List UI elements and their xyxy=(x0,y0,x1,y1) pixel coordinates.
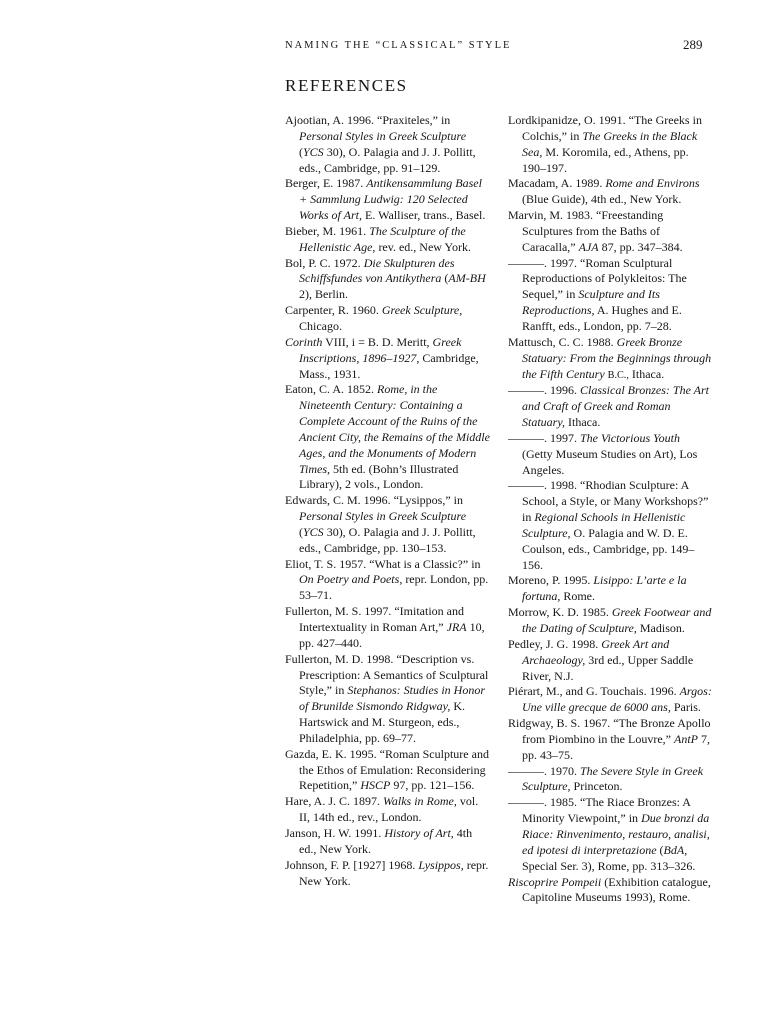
reference-text: Bol, P. C. 1972. xyxy=(285,255,364,270)
reference-text: Madison. xyxy=(636,621,685,635)
reference-text: Johnson, F. P. [1927] 1968. xyxy=(285,857,419,872)
reference-italic-text: Antikensammlung Basel + Sammlung Ludwig: 120 Selected Works of Art, xyxy=(299,176,482,223)
reference-entry xyxy=(285,224,490,256)
reference-text: (Exhibition catalogue, Capitoline Museums 1993), Rome. xyxy=(522,874,711,905)
reference-text: Ridgway, B. S. 1967. “The Bronze Apollo from Piombino in the Louvre,” xyxy=(508,716,711,746)
reference-text: VIII, i = B. D. Meritt, xyxy=(322,334,433,349)
reference-text: ———. 1970. xyxy=(508,763,580,778)
reference-text: 3rd ed., Upper Saddle River, N.J. xyxy=(522,652,694,683)
reference-entry xyxy=(508,113,713,176)
reference-italic-text: AM-BH xyxy=(448,271,486,286)
reference-text: 97, pp. 121–156. xyxy=(390,778,475,793)
reference-text: 10, pp. 427–440. xyxy=(299,620,485,650)
reference-italic-text: Greek Footwear and the Dating of Sculpture, xyxy=(522,605,712,635)
reference-entry xyxy=(508,431,713,479)
reference-italic-text: JRA xyxy=(446,620,467,634)
reference-text: ———. 1996. xyxy=(508,383,580,398)
reference-text: Princeton. xyxy=(570,779,623,794)
reference-text: Edwards, C. M. 1996. “Lysippos,” in xyxy=(285,493,463,508)
reference-text: Eaton, C. A. 1852. xyxy=(285,382,377,397)
reference-text: Morrow, K. D. 1985. xyxy=(508,605,612,620)
reference-italic-text: The Sculpture of the Hellenistic Age, xyxy=(299,223,466,254)
reference-entry xyxy=(285,747,490,795)
reference-text: ( xyxy=(299,144,303,159)
reference-text: 30), O. Palagia and J. J. Pollitt, eds., Cambridge, pp. 91–129. xyxy=(299,144,476,175)
reference-text: ———. 1985. “The Riace Bronzes: A Minority Viewpoint,” in xyxy=(508,795,691,826)
reference-italic-text: Greek Sculpture, xyxy=(381,303,463,318)
page-number: 289 xyxy=(683,37,703,52)
reference-entry xyxy=(285,557,490,605)
reference-text: Special Ser. 3), Rome, pp. 313–326. xyxy=(522,858,696,873)
reference-entry xyxy=(285,858,490,890)
references-left-column xyxy=(285,113,490,889)
reference-italic-text: Stephanos: Studies in Honor of Brunilde Sismondo Ridgway, xyxy=(299,683,485,714)
reference-text: Ajootian, A. 1996. “Praxiteles,” in xyxy=(285,113,451,127)
reference-entry xyxy=(508,335,713,384)
reference-entry xyxy=(508,256,713,335)
reference-text: ———. 1997. “Roman Sculptural Reproductions of Polykleitos: The Sequel,” in xyxy=(508,255,687,302)
reference-italic-text: Classical Bronzes: The Art and Craft of Greek and Roman Statuary, xyxy=(522,383,710,430)
section-title: REFERENCES xyxy=(285,76,408,95)
reference-text: (Getty Museum Studies on Art), Los Angeles. xyxy=(522,446,698,477)
reference-text: ( xyxy=(441,271,449,286)
reference-entry xyxy=(285,303,490,335)
reference-italic-text: The Greeks in the Black Sea, xyxy=(522,128,698,159)
reference-text: ———. 1997. xyxy=(508,430,580,445)
reference-text: Cambridge, Mass., 1931. xyxy=(299,350,479,381)
reference-italic-text: Regional Schools in Hellenistic Sculpture, xyxy=(522,510,686,540)
reference-text: vol. II, 14th ed., rev., London. xyxy=(299,794,479,825)
reference-italic-text: Lisippo: L’arte e la fortuna, xyxy=(522,573,687,604)
reference-italic-text: Rome and Environs xyxy=(605,176,700,191)
reference-italic-text: History of Art, xyxy=(384,825,454,840)
reference-entry xyxy=(508,208,713,256)
reference-text: Bieber, M. 1961. xyxy=(285,223,370,238)
reference-text: Piérart, M., and G. Touchais. 1996. xyxy=(508,684,680,699)
reference-entry xyxy=(285,335,490,383)
reference-italic-text: HSCP xyxy=(360,778,391,793)
reference-italic-text: Die Skulpturen des Schiffsfundes von Antikythera xyxy=(299,255,455,286)
reference-entry xyxy=(508,176,713,208)
reference-italic-text: YCS xyxy=(303,524,324,539)
reference-text: 87, pp. 347–384. xyxy=(598,239,683,254)
reference-text: 30), O. Palagia and J. J. Pollitt, eds., Cambridge, pp. 130–153. xyxy=(299,524,476,555)
reference-text: Moreno, P. 1995. xyxy=(508,573,594,588)
reference-italic-text: Argos: Une ville grecque de 6000 ans, xyxy=(522,684,712,715)
reference-italic-text: Personal Styles in Greek Sculpture xyxy=(299,509,467,524)
reference-italic-text: Lysippos, xyxy=(418,857,464,872)
reference-text: Fullerton, M. S. 1997. “Imitation and Intertextuality in Roman Art,” xyxy=(285,604,464,634)
reference-entry xyxy=(508,716,713,764)
reference-text: ( xyxy=(299,524,303,539)
reference-text: Mattusch, C. C. 1988. xyxy=(508,334,617,349)
reference-text: Paris. xyxy=(670,700,701,715)
reference-text: E. Walliser, trans., Basel. xyxy=(362,208,486,223)
reference-text: Eliot, T. S. 1957. “What is a Classic?” in xyxy=(285,556,481,571)
reference-entry xyxy=(508,383,713,431)
reference-italic-text: AJA xyxy=(578,239,599,254)
reference-entry xyxy=(285,604,490,652)
reference-entry xyxy=(285,176,490,224)
reference-text: Lordkipanidze, O. 1991. “The Greeks in Colchis,” in xyxy=(508,113,702,143)
reference-text: Berger, E. 1987. xyxy=(285,176,367,191)
reference-text: Janson, H. W. 1991. xyxy=(285,825,385,840)
reference-text: Hare, A. J. C. 1897. xyxy=(285,794,383,809)
reference-italic-text: Corinth xyxy=(285,334,323,349)
reference-italic-text: Greek Bronze Statuary: From the Beginnings through the Fifth Century xyxy=(522,334,712,381)
reference-text: rev. ed., New York. xyxy=(375,239,471,254)
reference-italic-text: Personal Styles in Greek Sculpture xyxy=(299,128,467,143)
reference-entry xyxy=(508,875,713,907)
reference-text: Marvin, M. 1983. “Freestanding Sculptures from the Baths of Caracalla,” xyxy=(508,208,664,254)
reference-text: repr. New York. xyxy=(299,857,489,888)
running-head: NAMING THE “CLASSICAL” STYLE xyxy=(285,40,512,51)
reference-entry xyxy=(508,795,713,874)
reference-text: Gazda, E. K. 1995. “Roman Sculpture and the Ethos of Emulation: Reconsidering Repetition,” xyxy=(285,746,489,793)
reference-italic-text: Due bronzi da Riace: Rinvenimento, restauro, analisi, ed ipotesi di interpretazione xyxy=(522,811,710,857)
reference-text: ———. 1998. “Rhodian Sculpture: A School, a Style, or Many Workshops?” in xyxy=(508,478,709,525)
reference-italic-text: Greek Inscriptions, 1896–1927, xyxy=(299,334,462,365)
reference-text: 7, pp. 43–75. xyxy=(522,731,710,762)
reference-italic-text: The Severe Style in Greek Sculpture, xyxy=(522,763,704,794)
reference-text: ( xyxy=(656,842,664,857)
reference-text: Ithaca. xyxy=(628,366,665,381)
reference-text: 2), Berlin. xyxy=(299,287,348,302)
reference-text: O. Palagia and W. D. E. Coulson, eds., Cambridge, pp. 149–156. xyxy=(522,525,695,572)
reference-entry xyxy=(285,794,490,826)
reference-text: B.C., xyxy=(607,369,629,381)
reference-text: Pedley, J. G. 1998. xyxy=(508,636,602,651)
reference-entry xyxy=(508,478,713,573)
reference-text: Ithaca. xyxy=(565,415,601,430)
reference-text: Fullerton, M. D. 1998. “Description vs. Prescription: A Semantics of Sculptural Style,” in xyxy=(285,651,489,698)
reference-text: A. Hughes and E. Ranfft, eds., London, pp. 7–28. xyxy=(522,303,682,333)
reference-entry xyxy=(285,382,490,493)
reference-italic-text: YCS xyxy=(303,144,324,159)
reference-text: 5th ed. (Bohn’s Illustrated Library), 2 vols., London. xyxy=(299,461,459,492)
reference-text: 4th ed., New York. xyxy=(299,825,473,856)
reference-entry xyxy=(508,605,713,637)
references-right-column xyxy=(508,113,713,906)
reference-italic-text: Rome, in the Nineteenth Century: Containing a Complete Account of the Ruins of the Ancient City, the Remains of the Middle Ages, and the Monuments of Modern Times, xyxy=(299,382,490,476)
reference-text: M. Koromila, ed., Athens, pp. 190–197. xyxy=(522,144,689,175)
reference-entry xyxy=(508,684,713,716)
reference-entry xyxy=(285,493,490,556)
reference-entry xyxy=(285,652,490,747)
reference-text: Carpenter, R. 1960. xyxy=(285,303,382,318)
reference-text: Rome. xyxy=(560,589,596,604)
reference-italic-text: On Poetry and Poets, xyxy=(299,572,403,587)
reference-entry xyxy=(508,764,713,796)
reference-text: Macadam, A. 1989. xyxy=(508,176,606,191)
reference-entry xyxy=(508,637,713,685)
reference-italic-text: Walks in Rome, xyxy=(383,794,457,809)
reference-entry xyxy=(285,256,490,304)
reference-italic-text: BdA, xyxy=(663,842,688,857)
reference-italic-text: AntP xyxy=(673,731,698,746)
reference-text: (Blue Guide), 4th ed., New York. xyxy=(522,192,682,207)
reference-entry xyxy=(285,826,490,858)
reference-italic-text: The Victorious Youth xyxy=(580,430,681,445)
reference-entry xyxy=(285,113,490,176)
reference-text: Chicago. xyxy=(299,318,342,333)
reference-text: K. Hartswick and M. Sturgeon, eds., Philadelphia, pp. 69–77. xyxy=(299,699,466,745)
reference-italic-text: Riscoprire Pompeii xyxy=(508,874,602,889)
reference-entry xyxy=(508,573,713,605)
reference-italic-text: Sculpture and Its Reproductions, xyxy=(522,287,660,318)
reference-text: repr. London, pp. 53–71. xyxy=(299,572,489,603)
reference-italic-text: Greek Art and Archaeology, xyxy=(522,636,670,667)
